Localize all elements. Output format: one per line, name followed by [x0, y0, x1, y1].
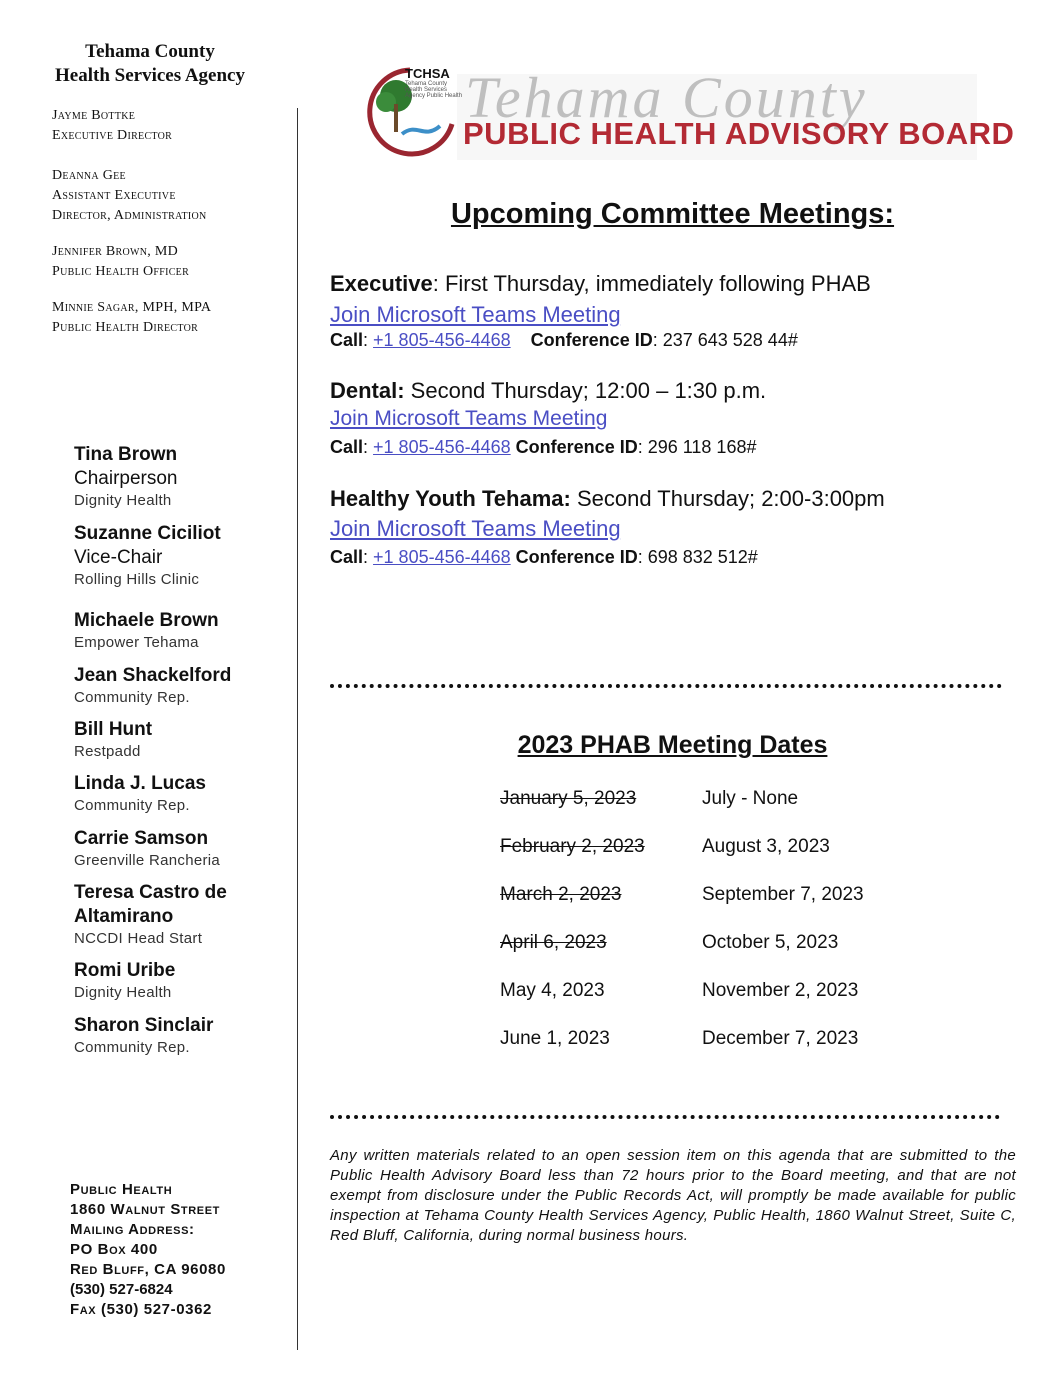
meeting-schedule: : First Thursday, immediately following PHAB [432, 271, 871, 296]
phab-dates-heading: 2023 PHAB Meeting Dates [517, 731, 828, 759]
agency-line2: Health Services Agency [55, 65, 245, 86]
staff-title: Assistant Executive [52, 188, 176, 203]
staff-title: Executive Director [52, 128, 173, 143]
staff-assistant-director [52, 166, 282, 226]
logo-badge-sub: Tehama County Health Services Agency Public Health [405, 81, 463, 99]
conf-label: Conference ID [515, 547, 638, 567]
member-name: Teresa Castro de [74, 882, 227, 903]
member-org: Restpadd [74, 743, 141, 760]
dotted-divider-bottom [330, 1115, 1000, 1119]
join-teams-link-dental[interactable]: Join Microsoft Teams Meeting [330, 407, 608, 430]
conf-id: : 698 832 512# [637, 547, 758, 567]
column-divider [297, 108, 298, 1350]
phab-date-right: December 7, 2023 [702, 1028, 859, 1049]
member-teresa-castro [74, 881, 289, 949]
conf-label: Conference ID [530, 330, 653, 350]
member-suzanne-ciciliot [74, 522, 289, 590]
meeting-executive [330, 271, 871, 297]
member-name: Bill Hunt [74, 719, 153, 740]
staff-title: Director, Administration [52, 208, 207, 223]
agency-line1: Tehama County [85, 41, 215, 62]
phab-date-right: July - None [702, 788, 799, 809]
call-label: Call [330, 437, 364, 457]
staff-title: Public Health Director [52, 320, 199, 335]
committee-heading: Upcoming Committee Meetings: [450, 198, 895, 230]
logo-badge: TCHSA [405, 66, 450, 81]
meeting-name: Executive [330, 271, 433, 296]
join-teams-link-executive[interactable]: Join Microsoft Teams Meeting [330, 302, 621, 327]
phone-link[interactable]: +1 805-456-4468 [373, 437, 511, 457]
member-org: NCCDI Head Start [74, 930, 203, 947]
join-teams-link-healthy-youth[interactable]: Join Microsoft Teams Meeting [330, 516, 621, 541]
logo-script-text: Tehama County [465, 65, 868, 130]
logo-title: PUBLIC HEALTH ADVISORY BOARD [463, 116, 1015, 151]
member-romi-uribe [74, 959, 289, 1003]
address-line: PO Box 400 [70, 1241, 158, 1258]
member-jean-shackelford [74, 664, 289, 708]
call-info-executive: Call: +1 805-456-4468 Conference ID: 237 643 528 44# [330, 330, 798, 350]
address-block [70, 1180, 290, 1320]
member-org: Dignity Health [74, 984, 172, 1001]
member-role: Vice-Chair [74, 547, 163, 568]
phab-date-left: February 2, 2023 [500, 836, 645, 857]
member-name: Linda J. Lucas [74, 773, 206, 794]
river-icon [402, 126, 440, 134]
member-name: Romi Uribe [74, 960, 176, 981]
agency-name [40, 40, 260, 88]
meeting-schedule: Second Thursday; 2:00-3:00pm [570, 486, 885, 511]
meeting-dental [330, 378, 766, 404]
address-line: Public Health [70, 1181, 173, 1198]
public-records-notice: Any written materials related to an open session item on this agenda that are submitted to the Public Health Advisory Board less than 72 hours prior to the Board meeting, and that are not exempt from disclosure under the Public Records Act, will promptly be made available for public inspection at Tehama County Health Services Agency, Public Health, 1860 Walnut Street, Suite C, Red Bluff, California, during normal business hours. [330, 1147, 1016, 1244]
phab-date-left: March 2, 2023 [500, 884, 622, 905]
dotted-divider-top [330, 684, 1002, 688]
member-org: Dignity Health [74, 492, 172, 509]
phab-date-left: May 4, 2023 [500, 980, 605, 1001]
member-org: Empower Tehama [74, 634, 199, 651]
member-michaele-brown [74, 609, 289, 653]
call-info-dental: Call: +1 805-456-4468 Conference ID: 296 118 168# [330, 437, 757, 457]
member-org: Community Rep. [74, 689, 190, 706]
member-org: Community Rep. [74, 1039, 190, 1056]
address-line: Mailing Address: [70, 1221, 195, 1238]
member-bill-hunt [74, 718, 289, 762]
phab-date-right: October 5, 2023 [702, 932, 839, 953]
conf-id: : 296 118 168# [637, 437, 757, 457]
call-label: Call [330, 330, 364, 350]
phab-date-right: November 2, 2023 [702, 980, 859, 1001]
phab-date-right: August 3, 2023 [702, 836, 830, 857]
phab-date-right: September 7, 2023 [702, 884, 864, 905]
member-name: Michaele Brown [74, 610, 219, 631]
fax-number: Fax (530) 527-0362 [70, 1301, 212, 1318]
member-org: Greenville Rancheria [74, 852, 221, 869]
address-line: 1860 Walnut Street [70, 1201, 220, 1218]
staff-name: Jayme Bottke [52, 108, 136, 123]
member-name: Tina Brown [74, 444, 178, 465]
member-name: Carrie Samson [74, 828, 209, 849]
meeting-name: Dental: [330, 378, 405, 403]
address-line: Red Bluff, CA 96080 [70, 1261, 226, 1278]
member-name: Suzanne Ciciliot [74, 523, 221, 544]
member-name: Altamirano [74, 906, 174, 927]
member-tina-brown [74, 443, 289, 511]
meeting-healthy-youth [330, 486, 885, 512]
phone-number: (530) 527-6824 [70, 1281, 173, 1298]
conf-id: : 237 643 528 44# [652, 330, 798, 350]
conf-label: Conference ID [515, 437, 638, 457]
member-sharon-sinclair [74, 1014, 289, 1058]
staff-health-director [52, 298, 282, 338]
member-org: Rolling Hills Clinic [74, 571, 200, 588]
phab-date-left: April 6, 2023 [500, 932, 607, 953]
staff-name: Jennifer Brown, MD [52, 244, 179, 259]
meeting-name: Healthy Youth Tehama: [330, 486, 571, 511]
staff-title: Public Health Officer [52, 264, 190, 279]
phone-link[interactable]: +1 805-456-4468 [373, 547, 511, 567]
member-name: Jean Shackelford [74, 665, 232, 686]
phab-date-left: June 1, 2023 [500, 1028, 610, 1049]
member-carrie-samson [74, 827, 289, 871]
call-info-healthy-youth: Call: +1 805-456-4468 Conference ID: 698 832 512# [330, 547, 758, 567]
staff-name: Minnie Sagar, MPH, MPA [52, 300, 212, 315]
meeting-schedule: Second Thursday; 12:00 – 1:30 p.m. [404, 378, 767, 403]
phab-date-left: January 5, 2023 [500, 788, 637, 809]
staff-executive-director [52, 106, 282, 146]
member-role: Chairperson [74, 468, 178, 489]
call-label: Call [330, 547, 364, 567]
member-linda-lucas [74, 772, 289, 816]
member-name: Sharon Sinclair [74, 1015, 214, 1036]
member-org: Community Rep. [74, 797, 190, 814]
staff-name: Deanna Gee [52, 168, 126, 183]
staff-health-officer [52, 242, 282, 282]
phone-link[interactable]: +1 805-456-4468 [373, 330, 511, 350]
